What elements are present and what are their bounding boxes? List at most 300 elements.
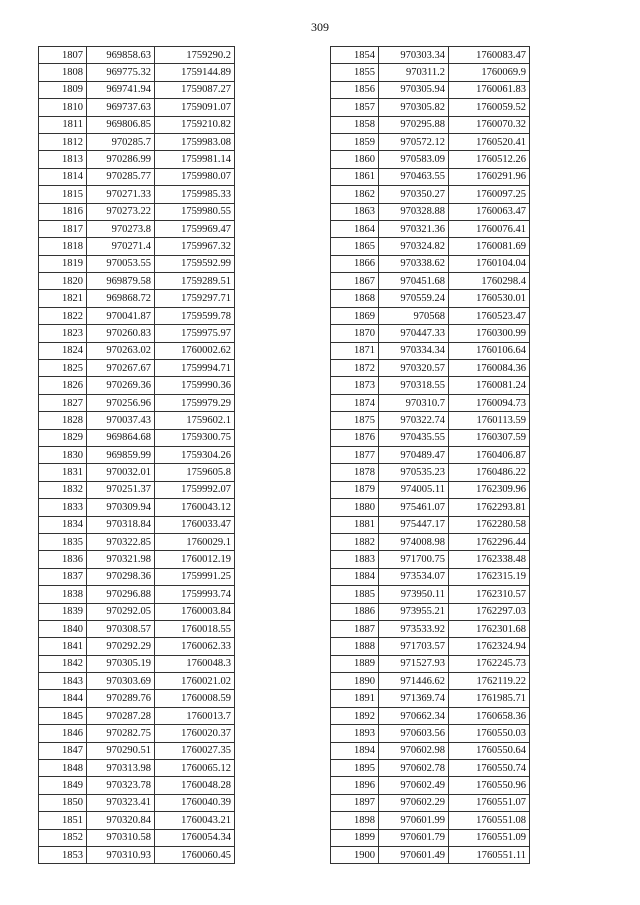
x-coordinate-cell: 971446.62 xyxy=(379,673,449,690)
y-coordinate-cell: 1760298.4 xyxy=(449,273,530,290)
x-coordinate-cell: 970286.99 xyxy=(87,151,155,168)
y-coordinate-cell: 1759991.25 xyxy=(155,568,235,585)
table-row xyxy=(39,551,235,568)
table-row xyxy=(39,151,235,168)
x-coordinate-cell: 970321.36 xyxy=(379,220,449,237)
x-coordinate-cell: 970322.74 xyxy=(379,412,449,429)
x-coordinate-cell: 970601.79 xyxy=(379,829,449,846)
y-coordinate-cell: 1760043.12 xyxy=(155,499,235,516)
table-row xyxy=(331,603,530,620)
x-coordinate-cell: 970303.69 xyxy=(87,673,155,690)
point-number-cell: 1900 xyxy=(331,846,379,863)
y-coordinate-cell: 1760113.59 xyxy=(449,412,530,429)
table-row xyxy=(39,133,235,150)
y-coordinate-cell: 1762310.57 xyxy=(449,586,530,603)
y-coordinate-cell: 1760520.41 xyxy=(449,133,530,150)
y-coordinate-cell: 1760021.02 xyxy=(155,673,235,690)
y-coordinate-cell: 1760043.21 xyxy=(155,812,235,829)
table-row xyxy=(39,99,235,116)
table-row xyxy=(331,307,530,324)
point-number-cell: 1811 xyxy=(39,116,87,133)
point-number-cell: 1826 xyxy=(39,377,87,394)
point-number-cell: 1859 xyxy=(331,133,379,150)
x-coordinate-cell: 973534.07 xyxy=(379,568,449,585)
point-number-cell: 1883 xyxy=(331,551,379,568)
y-coordinate-cell: 1759210.82 xyxy=(155,116,235,133)
y-coordinate-cell: 1760551.07 xyxy=(449,794,530,811)
x-coordinate-cell: 970323.41 xyxy=(87,794,155,811)
table-row xyxy=(331,620,530,637)
point-number-cell: 1844 xyxy=(39,690,87,707)
point-number-cell: 1825 xyxy=(39,360,87,377)
point-number-cell: 1827 xyxy=(39,394,87,411)
y-coordinate-cell: 1761985.71 xyxy=(449,690,530,707)
table-row xyxy=(39,690,235,707)
table-row xyxy=(39,255,235,272)
table-row xyxy=(39,64,235,81)
table-row xyxy=(331,829,530,846)
y-coordinate-cell: 1760530.01 xyxy=(449,290,530,307)
point-number-cell: 1823 xyxy=(39,325,87,342)
table-row xyxy=(331,725,530,742)
point-number-cell: 1861 xyxy=(331,168,379,185)
y-coordinate-cell: 1762245.73 xyxy=(449,655,530,672)
point-number-cell: 1856 xyxy=(331,81,379,98)
x-coordinate-cell: 970273.8 xyxy=(87,220,155,237)
y-coordinate-cell: 1760550.64 xyxy=(449,742,530,759)
x-coordinate-cell: 970447.33 xyxy=(379,325,449,342)
y-coordinate-cell: 1759985.33 xyxy=(155,186,235,203)
table-row xyxy=(39,533,235,550)
y-coordinate-cell: 1759979.29 xyxy=(155,394,235,411)
x-coordinate-cell: 970350.27 xyxy=(379,186,449,203)
table-row xyxy=(39,47,235,64)
x-coordinate-cell: 970041.87 xyxy=(87,307,155,324)
point-number-cell: 1891 xyxy=(331,690,379,707)
point-number-cell: 1850 xyxy=(39,794,87,811)
x-coordinate-cell: 969858.63 xyxy=(87,47,155,64)
point-number-cell: 1809 xyxy=(39,81,87,98)
x-coordinate-cell: 970601.99 xyxy=(379,812,449,829)
y-coordinate-cell: 1760104.04 xyxy=(449,255,530,272)
y-coordinate-cell: 1760550.74 xyxy=(449,760,530,777)
x-coordinate-cell: 970310.93 xyxy=(87,846,155,863)
y-coordinate-cell: 1762297.03 xyxy=(449,603,530,620)
y-coordinate-cell: 1759993.74 xyxy=(155,586,235,603)
table-row xyxy=(39,186,235,203)
table-row xyxy=(331,99,530,116)
table-row xyxy=(331,238,530,255)
x-coordinate-cell: 971700.75 xyxy=(379,551,449,568)
coordinates-table-left xyxy=(38,46,235,864)
y-coordinate-cell: 1759981.14 xyxy=(155,151,235,168)
x-coordinate-cell: 970318.55 xyxy=(379,377,449,394)
table-row xyxy=(39,342,235,359)
x-coordinate-cell: 971703.57 xyxy=(379,638,449,655)
x-coordinate-cell: 973533.92 xyxy=(379,620,449,637)
point-number-cell: 1851 xyxy=(39,812,87,829)
point-number-cell: 1857 xyxy=(331,99,379,116)
y-coordinate-cell: 1759304.26 xyxy=(155,446,235,463)
point-number-cell: 1840 xyxy=(39,620,87,637)
x-coordinate-cell: 970290.51 xyxy=(87,742,155,759)
point-number-cell: 1812 xyxy=(39,133,87,150)
table-row xyxy=(331,377,530,394)
point-number-cell: 1837 xyxy=(39,568,87,585)
table-row xyxy=(39,360,235,377)
point-number-cell: 1860 xyxy=(331,151,379,168)
point-number-cell: 1858 xyxy=(331,116,379,133)
y-coordinate-cell: 1759091.07 xyxy=(155,99,235,116)
x-coordinate-cell: 970572.12 xyxy=(379,133,449,150)
table-row xyxy=(39,516,235,533)
y-coordinate-cell: 1759602.1 xyxy=(155,412,235,429)
table-row xyxy=(39,760,235,777)
table-row xyxy=(331,568,530,585)
point-number-cell: 1898 xyxy=(331,812,379,829)
point-number-cell: 1874 xyxy=(331,394,379,411)
point-number-cell: 1818 xyxy=(39,238,87,255)
table-row xyxy=(39,116,235,133)
table-row xyxy=(39,429,235,446)
x-coordinate-cell: 970305.82 xyxy=(379,99,449,116)
point-number-cell: 1880 xyxy=(331,499,379,516)
y-coordinate-cell: 1762293.81 xyxy=(449,499,530,516)
point-number-cell: 1829 xyxy=(39,429,87,446)
x-coordinate-cell: 970287.28 xyxy=(87,707,155,724)
point-number-cell: 1815 xyxy=(39,186,87,203)
y-coordinate-cell: 1760027.35 xyxy=(155,742,235,759)
table-row xyxy=(331,846,530,863)
table-row xyxy=(39,273,235,290)
x-coordinate-cell: 970310.7 xyxy=(379,394,449,411)
point-number-cell: 1889 xyxy=(331,655,379,672)
y-coordinate-cell: 1760033.47 xyxy=(155,516,235,533)
table-row xyxy=(331,464,530,481)
point-number-cell: 1832 xyxy=(39,481,87,498)
point-number-cell: 1879 xyxy=(331,481,379,498)
table-row xyxy=(331,116,530,133)
x-coordinate-cell: 970318.84 xyxy=(87,516,155,533)
table-row xyxy=(39,446,235,463)
point-number-cell: 1813 xyxy=(39,151,87,168)
x-coordinate-cell: 970053.55 xyxy=(87,255,155,272)
table-row xyxy=(39,568,235,585)
table-row xyxy=(39,655,235,672)
point-number-cell: 1807 xyxy=(39,47,87,64)
table-row xyxy=(331,429,530,446)
x-coordinate-cell: 970322.85 xyxy=(87,533,155,550)
y-coordinate-cell: 1760658.36 xyxy=(449,707,530,724)
x-coordinate-cell: 970568 xyxy=(379,307,449,324)
table-row xyxy=(39,812,235,829)
table-row xyxy=(331,516,530,533)
x-coordinate-cell: 969864.68 xyxy=(87,429,155,446)
x-coordinate-cell: 970289.76 xyxy=(87,690,155,707)
y-coordinate-cell: 1760291.96 xyxy=(449,168,530,185)
x-coordinate-cell: 974005.11 xyxy=(379,481,449,498)
x-coordinate-cell: 970602.78 xyxy=(379,760,449,777)
x-coordinate-cell: 971527.93 xyxy=(379,655,449,672)
point-number-cell: 1875 xyxy=(331,412,379,429)
table-row xyxy=(39,238,235,255)
table-row xyxy=(39,846,235,863)
y-coordinate-cell: 1760083.47 xyxy=(449,47,530,64)
point-number-cell: 1810 xyxy=(39,99,87,116)
point-number-cell: 1817 xyxy=(39,220,87,237)
x-coordinate-cell: 973950.11 xyxy=(379,586,449,603)
x-coordinate-cell: 970296.88 xyxy=(87,586,155,603)
table-row xyxy=(331,203,530,220)
y-coordinate-cell: 1760069.9 xyxy=(449,64,530,81)
y-coordinate-cell: 1760081.24 xyxy=(449,377,530,394)
point-number-cell: 1896 xyxy=(331,777,379,794)
point-number-cell: 1871 xyxy=(331,342,379,359)
table-row xyxy=(331,586,530,603)
table-row xyxy=(331,360,530,377)
y-coordinate-cell: 1762280.58 xyxy=(449,516,530,533)
point-number-cell: 1839 xyxy=(39,603,87,620)
y-coordinate-cell: 1760551.08 xyxy=(449,812,530,829)
y-coordinate-cell: 1760106.64 xyxy=(449,342,530,359)
table-row xyxy=(331,655,530,672)
y-coordinate-cell: 1759990.36 xyxy=(155,377,235,394)
point-number-cell: 1819 xyxy=(39,255,87,272)
y-coordinate-cell: 1759144.89 xyxy=(155,64,235,81)
table-row xyxy=(331,47,530,64)
x-coordinate-cell: 970032.01 xyxy=(87,464,155,481)
x-coordinate-cell: 973955.21 xyxy=(379,603,449,620)
point-number-cell: 1853 xyxy=(39,846,87,863)
x-coordinate-cell: 970320.57 xyxy=(379,360,449,377)
table-row xyxy=(331,760,530,777)
y-coordinate-cell: 1760076.41 xyxy=(449,220,530,237)
point-number-cell: 1852 xyxy=(39,829,87,846)
point-number-cell: 1872 xyxy=(331,360,379,377)
table-row xyxy=(39,464,235,481)
y-coordinate-cell: 1760002.62 xyxy=(155,342,235,359)
y-coordinate-cell: 1760029.1 xyxy=(155,533,235,550)
point-number-cell: 1877 xyxy=(331,446,379,463)
table-row xyxy=(39,707,235,724)
point-number-cell: 1814 xyxy=(39,168,87,185)
x-coordinate-cell: 970292.29 xyxy=(87,638,155,655)
table-row xyxy=(331,151,530,168)
table-row xyxy=(39,81,235,98)
y-coordinate-cell: 1760020.37 xyxy=(155,725,235,742)
x-coordinate-cell: 970308.57 xyxy=(87,620,155,637)
point-number-cell: 1897 xyxy=(331,794,379,811)
y-coordinate-cell: 1760003.84 xyxy=(155,603,235,620)
point-number-cell: 1887 xyxy=(331,620,379,637)
x-coordinate-cell: 970310.58 xyxy=(87,829,155,846)
point-number-cell: 1884 xyxy=(331,568,379,585)
x-coordinate-cell: 970489.47 xyxy=(379,446,449,463)
x-coordinate-cell: 970321.98 xyxy=(87,551,155,568)
x-coordinate-cell: 970662.34 xyxy=(379,707,449,724)
table-row xyxy=(331,481,530,498)
y-coordinate-cell: 1760054.34 xyxy=(155,829,235,846)
x-coordinate-cell: 970320.84 xyxy=(87,812,155,829)
point-number-cell: 1892 xyxy=(331,707,379,724)
point-number-cell: 1869 xyxy=(331,307,379,324)
table-row xyxy=(331,290,530,307)
table-row xyxy=(39,325,235,342)
y-coordinate-cell: 1760081.69 xyxy=(449,238,530,255)
x-coordinate-cell: 969879.58 xyxy=(87,273,155,290)
y-coordinate-cell: 1759969.47 xyxy=(155,220,235,237)
y-coordinate-cell: 1760551.09 xyxy=(449,829,530,846)
table-row xyxy=(39,290,235,307)
y-coordinate-cell: 1759290.2 xyxy=(155,47,235,64)
x-coordinate-cell: 970267.67 xyxy=(87,360,155,377)
table-row xyxy=(331,220,530,237)
y-coordinate-cell: 1760512.26 xyxy=(449,151,530,168)
point-number-cell: 1895 xyxy=(331,760,379,777)
y-coordinate-cell: 1759592.99 xyxy=(155,255,235,272)
x-coordinate-cell: 970435.55 xyxy=(379,429,449,446)
point-number-cell: 1888 xyxy=(331,638,379,655)
y-coordinate-cell: 1759975.97 xyxy=(155,325,235,342)
table-row xyxy=(39,620,235,637)
x-coordinate-cell: 970602.29 xyxy=(379,794,449,811)
x-coordinate-cell: 970037.43 xyxy=(87,412,155,429)
x-coordinate-cell: 970313.98 xyxy=(87,760,155,777)
x-coordinate-cell: 970463.55 xyxy=(379,168,449,185)
point-number-cell: 1865 xyxy=(331,238,379,255)
point-number-cell: 1831 xyxy=(39,464,87,481)
table-row xyxy=(331,690,530,707)
table-row xyxy=(39,673,235,690)
point-number-cell: 1843 xyxy=(39,673,87,690)
page-number: 309 xyxy=(311,20,329,34)
y-coordinate-cell: 1759967.32 xyxy=(155,238,235,255)
y-coordinate-cell: 1760094.73 xyxy=(449,394,530,411)
y-coordinate-cell: 1759605.8 xyxy=(155,464,235,481)
table-row xyxy=(39,481,235,498)
point-number-cell: 1808 xyxy=(39,64,87,81)
table-row xyxy=(331,551,530,568)
x-coordinate-cell: 970271.4 xyxy=(87,238,155,255)
x-coordinate-cell: 969859.99 xyxy=(87,446,155,463)
x-coordinate-cell: 970298.36 xyxy=(87,568,155,585)
point-number-cell: 1876 xyxy=(331,429,379,446)
table-row xyxy=(331,342,530,359)
x-coordinate-cell: 970285.7 xyxy=(87,133,155,150)
point-number-cell: 1890 xyxy=(331,673,379,690)
y-coordinate-cell: 1760048.28 xyxy=(155,777,235,794)
table-row xyxy=(39,777,235,794)
table-row xyxy=(39,168,235,185)
y-coordinate-cell: 1762324.94 xyxy=(449,638,530,655)
point-number-cell: 1855 xyxy=(331,64,379,81)
y-coordinate-cell: 1762338.48 xyxy=(449,551,530,568)
point-number-cell: 1885 xyxy=(331,586,379,603)
point-number-cell: 1833 xyxy=(39,499,87,516)
y-coordinate-cell: 1760063.47 xyxy=(449,203,530,220)
y-coordinate-cell: 1759994.71 xyxy=(155,360,235,377)
y-coordinate-cell: 1760300.99 xyxy=(449,325,530,342)
point-number-cell: 1820 xyxy=(39,273,87,290)
table-row xyxy=(331,638,530,655)
table-row xyxy=(331,255,530,272)
x-coordinate-cell: 970303.34 xyxy=(379,47,449,64)
point-number-cell: 1847 xyxy=(39,742,87,759)
y-coordinate-cell: 1760486.22 xyxy=(449,464,530,481)
y-coordinate-cell: 1759289.51 xyxy=(155,273,235,290)
x-coordinate-cell: 970603.56 xyxy=(379,725,449,742)
point-number-cell: 1868 xyxy=(331,290,379,307)
point-number-cell: 1824 xyxy=(39,342,87,359)
y-coordinate-cell: 1760013.7 xyxy=(155,707,235,724)
y-coordinate-cell: 1760012.19 xyxy=(155,551,235,568)
y-coordinate-cell: 1759087.27 xyxy=(155,81,235,98)
y-coordinate-cell: 1760018.55 xyxy=(155,620,235,637)
table-row xyxy=(39,742,235,759)
point-number-cell: 1821 xyxy=(39,290,87,307)
x-coordinate-cell: 970309.94 xyxy=(87,499,155,516)
y-coordinate-cell: 1762119.22 xyxy=(449,673,530,690)
point-number-cell: 1882 xyxy=(331,533,379,550)
y-coordinate-cell: 1759980.55 xyxy=(155,203,235,220)
table-row xyxy=(39,586,235,603)
table-row xyxy=(39,829,235,846)
y-coordinate-cell: 1760048.3 xyxy=(155,655,235,672)
table-row xyxy=(39,220,235,237)
point-number-cell: 1822 xyxy=(39,307,87,324)
y-coordinate-cell: 1760084.36 xyxy=(449,360,530,377)
point-number-cell: 1846 xyxy=(39,725,87,742)
x-coordinate-cell: 970334.34 xyxy=(379,342,449,359)
point-number-cell: 1845 xyxy=(39,707,87,724)
table-row xyxy=(331,81,530,98)
y-coordinate-cell: 1759599.78 xyxy=(155,307,235,324)
x-coordinate-cell: 970271.33 xyxy=(87,186,155,203)
y-coordinate-cell: 1760550.03 xyxy=(449,725,530,742)
point-number-cell: 1893 xyxy=(331,725,379,742)
x-coordinate-cell: 970251.37 xyxy=(87,481,155,498)
table-row xyxy=(331,707,530,724)
table-row xyxy=(331,742,530,759)
point-number-cell: 1878 xyxy=(331,464,379,481)
x-coordinate-cell: 970305.94 xyxy=(379,81,449,98)
y-coordinate-cell: 1759297.71 xyxy=(155,290,235,307)
y-coordinate-cell: 1760060.45 xyxy=(155,846,235,863)
x-coordinate-cell: 970292.05 xyxy=(87,603,155,620)
y-coordinate-cell: 1760059.52 xyxy=(449,99,530,116)
point-number-cell: 1816 xyxy=(39,203,87,220)
y-coordinate-cell: 1759983.08 xyxy=(155,133,235,150)
x-coordinate-cell: 970602.98 xyxy=(379,742,449,759)
x-coordinate-cell: 970324.82 xyxy=(379,238,449,255)
point-number-cell: 1842 xyxy=(39,655,87,672)
y-coordinate-cell: 1760062.33 xyxy=(155,638,235,655)
x-coordinate-cell: 970285.77 xyxy=(87,168,155,185)
table-row xyxy=(331,446,530,463)
table-row xyxy=(331,777,530,794)
x-coordinate-cell: 969775.32 xyxy=(87,64,155,81)
table-row xyxy=(331,794,530,811)
point-number-cell: 1862 xyxy=(331,186,379,203)
y-coordinate-cell: 1760061.83 xyxy=(449,81,530,98)
point-number-cell: 1873 xyxy=(331,377,379,394)
x-coordinate-cell: 970295.88 xyxy=(379,116,449,133)
table-row xyxy=(39,203,235,220)
table-row xyxy=(331,394,530,411)
table-row xyxy=(331,273,530,290)
table-row xyxy=(331,186,530,203)
y-coordinate-cell: 1760406.87 xyxy=(449,446,530,463)
